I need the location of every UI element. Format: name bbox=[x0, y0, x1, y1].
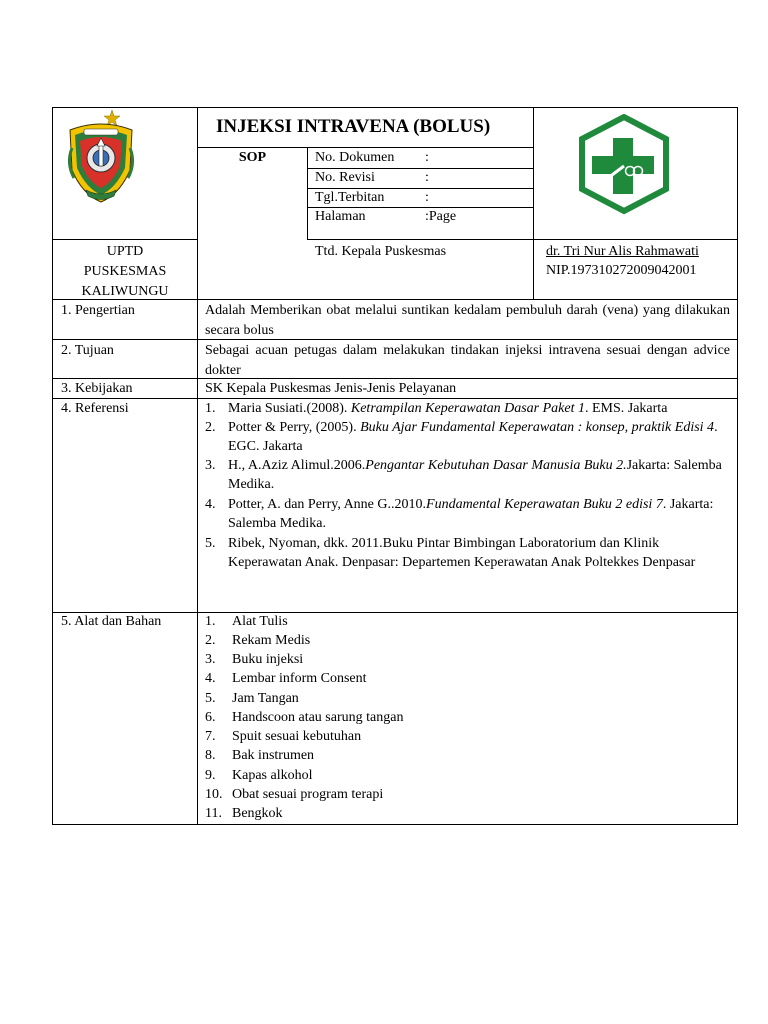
list-number: 3. bbox=[205, 652, 216, 667]
reference-title: Fundamental Keperawatan Buku 2 edisi 7 bbox=[426, 497, 663, 512]
list-text: Lembar inform Consent bbox=[232, 671, 367, 686]
list-item bbox=[205, 689, 299, 708]
issue-date-label: Tgl.Terbitan bbox=[315, 190, 385, 205]
revision-label: No. Revisi bbox=[315, 170, 375, 185]
head-nip: NIP.197310272009042001 bbox=[546, 263, 697, 278]
list-number: 6. bbox=[205, 710, 216, 725]
doc-no-colon: : bbox=[425, 150, 429, 165]
list-text: Jam Tangan bbox=[232, 691, 299, 706]
reference-text: Ribek, Nyoman, dkk. 2011.Buku Pintar Bimbingan Laboratorium dan Klinik Keperawatan Anak. Denpasar: Departemen Keperawatan Anak Poltekkes Denpasar bbox=[228, 536, 696, 570]
list-item bbox=[205, 631, 310, 650]
reference-item-1 bbox=[228, 399, 667, 418]
section-label-tujuan: 2. Tujuan bbox=[61, 343, 114, 358]
list-number: 9. bbox=[205, 768, 216, 783]
section-label-alat: 5. Alat dan Bahan bbox=[61, 614, 162, 629]
reference-publisher: Jakarta: Salemba Medika. bbox=[228, 458, 722, 492]
revision-colon: : bbox=[425, 170, 429, 185]
reference-item-4 bbox=[228, 495, 730, 533]
list-number: 11. bbox=[205, 806, 222, 821]
reference-publisher: . Jakarta: Salemba Medika. bbox=[228, 497, 714, 531]
list-text: Obat sesuai program terapi bbox=[232, 787, 384, 802]
reference-title: Pengantar Kebutuhan Dasar Manusia Buku 2. bbox=[365, 458, 627, 473]
reference-publisher: . EGC. Jakarta bbox=[228, 420, 718, 454]
kendal-crest-logo bbox=[64, 108, 138, 208]
list-number: 2. bbox=[205, 633, 216, 648]
list-item bbox=[205, 650, 303, 669]
list-text: Bak instrumen bbox=[232, 748, 315, 763]
reference-number: 1. bbox=[205, 401, 216, 416]
doc-no-label: No. Dokumen bbox=[315, 150, 395, 165]
reference-publisher: . EMS. Jakarta bbox=[584, 401, 668, 416]
reference-author: H., A.Aziz Alimul.2006. bbox=[228, 458, 366, 473]
section-text-pengertian: Adalah Memberikan obat melalui suntikan kedalam pembuluh darah (vena) yang dilakukan secara bolus bbox=[205, 303, 730, 338]
reference-number: 5. bbox=[205, 536, 216, 551]
list-item bbox=[205, 785, 383, 804]
reference-title: Buku Ajar Fundamental Keperawatan : konsep, praktik Edisi 4 bbox=[360, 420, 715, 435]
list-item bbox=[205, 727, 361, 746]
reference-item-5 bbox=[228, 534, 718, 572]
list-text: Handscoon atau sarung tangan bbox=[232, 710, 404, 725]
list-text: Bengkok bbox=[232, 806, 283, 821]
list-item bbox=[205, 804, 283, 823]
sign-label: Ttd. Kepala Puskesmas bbox=[315, 244, 447, 259]
reference-title: Ketrampilan Keperawatan Dasar Paket 1 bbox=[350, 401, 585, 416]
list-text: Kapas alkohol bbox=[232, 768, 313, 783]
list-item bbox=[205, 766, 312, 785]
document-title: INJEKSI INTRAVENA (BOLUS) bbox=[216, 116, 491, 137]
issue-date-colon: : bbox=[425, 190, 429, 205]
sop-label: SOP bbox=[238, 150, 267, 165]
page-value: :Page bbox=[425, 209, 457, 224]
section-label-kebijakan: 3. Kebijakan bbox=[61, 381, 133, 396]
table-border-right bbox=[737, 107, 738, 825]
reference-author: Potter, A. dan Perry, Anne G..2010. bbox=[228, 497, 427, 512]
table-border-left bbox=[52, 107, 53, 825]
list-number: 1. bbox=[205, 614, 216, 629]
list-item bbox=[205, 708, 403, 727]
list-text: Spuit sesuai kebutuhan bbox=[232, 729, 362, 744]
reference-number: 2. bbox=[205, 420, 216, 435]
puskesmas-logo bbox=[570, 114, 678, 216]
reference-author: Potter & Perry, (2005). bbox=[228, 420, 361, 435]
list-number: 4. bbox=[205, 671, 216, 686]
table-border-bottom bbox=[52, 824, 738, 825]
org-line-1: UPTD bbox=[106, 244, 144, 259]
logo-cell-bottom bbox=[52, 239, 198, 240]
column-divider-main bbox=[197, 107, 198, 825]
list-text: Rekam Medis bbox=[232, 633, 311, 648]
head-name: dr. Tri Nur Alis Rahmawati bbox=[546, 244, 699, 259]
list-number: 10. bbox=[205, 787, 223, 802]
reference-number: 4. bbox=[205, 497, 216, 512]
column-divider-sop bbox=[307, 147, 308, 239]
meta-cell-bottom bbox=[307, 239, 738, 240]
reference-item-2 bbox=[228, 418, 730, 456]
list-text: Buku injeksi bbox=[232, 652, 304, 667]
list-number: 5. bbox=[205, 691, 216, 706]
reference-author: Maria Susiati.(2008). bbox=[228, 401, 351, 416]
column-divider-right bbox=[533, 107, 534, 299]
list-number: 7. bbox=[205, 729, 216, 744]
section-label-referensi: 4. Referensi bbox=[61, 401, 129, 416]
section-text-tujuan: Sebagai acuan petugas dalam melakukan tindakan injeksi intravena sesuai dengan advice dokter bbox=[205, 343, 730, 378]
page-label: Halaman bbox=[315, 209, 366, 224]
reference-item-3 bbox=[228, 456, 730, 494]
org-line-2: PUSKESMAS bbox=[83, 264, 167, 279]
org-line-3: KALIWUNGU bbox=[81, 284, 169, 299]
list-item bbox=[205, 746, 314, 765]
list-item bbox=[205, 669, 367, 688]
section-text-kebijakan: SK Kepala Puskesmas Jenis-Jenis Pelayanan bbox=[205, 381, 457, 396]
list-number: 8. bbox=[205, 748, 216, 763]
section-label-pengertian: 1. Pengertian bbox=[61, 303, 135, 318]
list-text: Alat Tulis bbox=[232, 614, 288, 629]
list-item bbox=[205, 612, 288, 631]
reference-number: 3. bbox=[205, 458, 216, 473]
table-border-top bbox=[52, 107, 738, 108]
